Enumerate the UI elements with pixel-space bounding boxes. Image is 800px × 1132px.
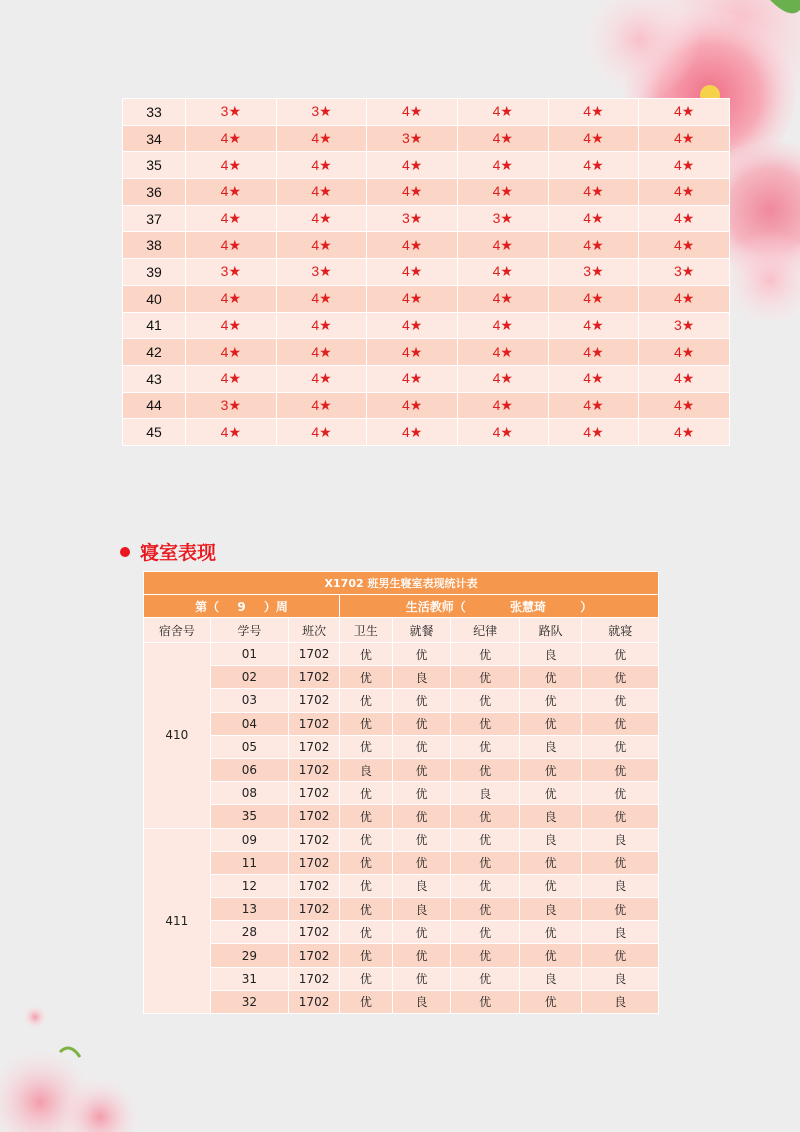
table-row: [144, 643, 658, 665]
star-rating: 4★: [367, 152, 457, 178]
score-cell: 优: [582, 852, 658, 874]
score-cell: 良: [582, 968, 658, 990]
star-rating: 4★: [549, 126, 639, 152]
table-row: [123, 393, 729, 419]
table-row: [144, 921, 658, 943]
score-cell: 优: [340, 829, 392, 851]
star-rating: 4★: [458, 152, 548, 178]
score-cell: 优: [451, 689, 519, 711]
star-rating: 4★: [186, 126, 276, 152]
star-rating: 4★: [639, 152, 729, 178]
star-rating: 4★: [458, 99, 548, 125]
star-rating: 4★: [639, 393, 729, 419]
table-row: [144, 713, 658, 735]
teacher-label: 生活教师（ 张慧琦 ）: [340, 595, 658, 617]
table-row: [144, 968, 658, 990]
score-cell: 优: [393, 921, 451, 943]
teacher-name: 张慧琦: [509, 599, 546, 614]
student-id: 28: [211, 921, 289, 943]
star-rating: 3★: [186, 259, 276, 285]
star-rating: 4★: [186, 313, 276, 339]
star-rating: 4★: [549, 99, 639, 125]
row-number: 38: [123, 232, 185, 258]
star-rating: 4★: [277, 179, 367, 205]
table-row: [123, 152, 729, 178]
class-number: 1702: [289, 852, 339, 874]
score-cell: 优: [451, 968, 519, 990]
star-rating: 3★: [639, 313, 729, 339]
star-rating: 4★: [186, 286, 276, 312]
score-cell: 优: [582, 736, 658, 758]
score-cell: 优: [451, 875, 519, 897]
star-rating: 4★: [639, 366, 729, 392]
star-rating: 4★: [277, 393, 367, 419]
score-cell: 优: [451, 759, 519, 781]
student-id: 01: [211, 643, 289, 665]
score-cell: 优: [520, 991, 582, 1013]
score-cell: 优: [520, 921, 582, 943]
table-row: [144, 852, 658, 874]
table-row: [144, 898, 658, 920]
star-rating: 4★: [458, 393, 548, 419]
score-cell: 优: [520, 782, 582, 804]
star-rating: 4★: [458, 339, 548, 365]
star-rating: 4★: [277, 286, 367, 312]
star-rating: 4★: [639, 339, 729, 365]
class-number: 1702: [289, 898, 339, 920]
score-cell: 优: [340, 666, 392, 688]
score-cell: 优: [393, 852, 451, 874]
star-rating: 4★: [367, 419, 457, 445]
table-row: [144, 759, 658, 781]
score-cell: 优: [340, 921, 392, 943]
section-title: 寝室表现: [140, 542, 217, 564]
star-rating: 4★: [458, 366, 548, 392]
class-number: 1702: [289, 944, 339, 966]
star-rating: 4★: [277, 206, 367, 232]
table-row: [123, 419, 729, 445]
star-rating: 4★: [639, 179, 729, 205]
student-id: 12: [211, 875, 289, 897]
row-number: 35: [123, 152, 185, 178]
table-row: [123, 126, 729, 152]
star-rating: 4★: [186, 366, 276, 392]
column-header: 宿舍号: [144, 618, 210, 642]
score-cell: 优: [582, 944, 658, 966]
column-header: 就餐: [393, 618, 451, 642]
star-rating: 4★: [549, 179, 639, 205]
class-number: 1702: [289, 713, 339, 735]
class-number: 1702: [289, 759, 339, 781]
score-cell: 优: [340, 968, 392, 990]
row-number: 41: [123, 313, 185, 339]
row-number: 34: [123, 126, 185, 152]
star-rating: 4★: [639, 126, 729, 152]
star-rating: 4★: [186, 179, 276, 205]
table-row: [123, 339, 729, 365]
table-row: [123, 286, 729, 312]
score-cell: 优: [451, 643, 519, 665]
score-cell: 良: [451, 782, 519, 804]
class-number: 1702: [289, 736, 339, 758]
row-number: 39: [123, 259, 185, 285]
score-cell: 优: [393, 782, 451, 804]
score-cell: 优: [451, 805, 519, 827]
score-cell: 优: [582, 713, 658, 735]
star-rating: 4★: [639, 419, 729, 445]
class-number: 1702: [289, 829, 339, 851]
score-cell: 优: [340, 689, 392, 711]
star-rating: 4★: [367, 313, 457, 339]
star-rating: 4★: [186, 152, 276, 178]
star-rating: 3★: [277, 259, 367, 285]
column-header: 卫生: [340, 618, 392, 642]
table-row: [123, 366, 729, 392]
student-id: 05: [211, 736, 289, 758]
star-rating: 4★: [549, 393, 639, 419]
student-id: 09: [211, 829, 289, 851]
star-rating: 4★: [458, 126, 548, 152]
score-cell: 优: [393, 829, 451, 851]
score-cell: 优: [582, 666, 658, 688]
star-rating: 4★: [367, 259, 457, 285]
column-header: 纪律: [451, 618, 519, 642]
student-id: 35: [211, 805, 289, 827]
table-row: [144, 689, 658, 711]
star-rating: 3★: [186, 393, 276, 419]
star-rating: 4★: [277, 339, 367, 365]
score-cell: 良: [393, 991, 451, 1013]
score-cell: 优: [340, 643, 392, 665]
score-cell: 优: [582, 643, 658, 665]
row-number: 42: [123, 339, 185, 365]
week-number: 9: [237, 599, 246, 614]
score-cell: 良: [520, 805, 582, 827]
score-cell: 良: [520, 736, 582, 758]
score-cell: 良: [520, 898, 582, 920]
star-rating: 4★: [367, 366, 457, 392]
student-id: 06: [211, 759, 289, 781]
star-rating: 4★: [458, 232, 548, 258]
score-cell: 优: [451, 736, 519, 758]
score-cell: 优: [520, 713, 582, 735]
dorm-stats-table: [143, 571, 659, 1014]
star-rating: 4★: [458, 419, 548, 445]
student-id: 03: [211, 689, 289, 711]
score-cell: 优: [393, 968, 451, 990]
student-id: 32: [211, 991, 289, 1013]
score-cell: 良: [582, 875, 658, 897]
student-id: 29: [211, 944, 289, 966]
column-header: 班次: [289, 618, 339, 642]
star-rating: 4★: [367, 232, 457, 258]
score-cell: 优: [451, 921, 519, 943]
table-row: [123, 259, 729, 285]
class-number: 1702: [289, 689, 339, 711]
star-rating: 4★: [458, 259, 548, 285]
class-number: 1702: [289, 921, 339, 943]
star-rating: 4★: [639, 99, 729, 125]
score-cell: 良: [393, 898, 451, 920]
score-cell: 优: [520, 944, 582, 966]
star-rating: 3★: [639, 259, 729, 285]
score-cell: 良: [520, 829, 582, 851]
star-rating: 4★: [186, 206, 276, 232]
star-rating: 4★: [549, 286, 639, 312]
student-id: 02: [211, 666, 289, 688]
score-cell: 优: [520, 759, 582, 781]
star-rating: 4★: [277, 232, 367, 258]
star-rating: 3★: [277, 99, 367, 125]
student-id: 31: [211, 968, 289, 990]
table-title: X1702 班男生寝室表现统计表: [144, 572, 658, 594]
star-rating: 4★: [367, 286, 457, 312]
column-header: 就寝: [582, 618, 658, 642]
class-number: 1702: [289, 782, 339, 804]
table-row: [123, 179, 729, 205]
star-rating: 4★: [458, 313, 548, 339]
score-cell: 优: [582, 805, 658, 827]
score-cell: 良: [582, 991, 658, 1013]
row-number: 45: [123, 419, 185, 445]
star-rating: 4★: [639, 206, 729, 232]
bullet-icon: [120, 547, 130, 557]
class-number: 1702: [289, 666, 339, 688]
table-row: [144, 782, 658, 804]
score-cell: 优: [340, 944, 392, 966]
table-row: [144, 805, 658, 827]
score-cell: 优: [340, 805, 392, 827]
score-cell: 优: [451, 666, 519, 688]
star-rating: 4★: [458, 179, 548, 205]
table-row: [123, 313, 729, 339]
row-number: 43: [123, 366, 185, 392]
star-rating: 4★: [639, 286, 729, 312]
student-id: 04: [211, 713, 289, 735]
star-rating: 4★: [367, 393, 457, 419]
star-rating: 4★: [367, 339, 457, 365]
score-cell: 优: [451, 852, 519, 874]
table-row: [144, 944, 658, 966]
score-cell: 优: [582, 782, 658, 804]
row-number: 36: [123, 179, 185, 205]
table-row: [144, 829, 658, 851]
star-rating: 4★: [549, 366, 639, 392]
star-rating: 3★: [367, 126, 457, 152]
class-number: 1702: [289, 643, 339, 665]
score-cell: 优: [451, 991, 519, 1013]
column-header: 路队: [520, 618, 582, 642]
student-id: 08: [211, 782, 289, 804]
score-cell: 优: [582, 898, 658, 920]
score-cell: 良: [340, 759, 392, 781]
row-number: 40: [123, 286, 185, 312]
star-rating: 4★: [549, 339, 639, 365]
score-cell: 优: [451, 713, 519, 735]
table-row: [144, 875, 658, 897]
score-cell: 优: [520, 666, 582, 688]
star-rating: 4★: [186, 419, 276, 445]
score-cell: 优: [340, 713, 392, 735]
table-row: [123, 99, 729, 125]
score-cell: 良: [393, 875, 451, 897]
room-number: 410: [144, 643, 210, 828]
star-rating: 4★: [549, 232, 639, 258]
class-number: 1702: [289, 968, 339, 990]
star-rating: 4★: [277, 366, 367, 392]
score-cell: 优: [393, 643, 451, 665]
star-rating: 4★: [277, 152, 367, 178]
table-row: [144, 666, 658, 688]
score-cell: 优: [393, 736, 451, 758]
star-rating: 4★: [277, 419, 367, 445]
table-row: [123, 232, 729, 258]
star-rating: 3★: [549, 259, 639, 285]
score-table: [122, 98, 730, 446]
score-cell: 良: [393, 666, 451, 688]
star-rating: 3★: [367, 206, 457, 232]
student-id: 11: [211, 852, 289, 874]
score-cell: 优: [393, 759, 451, 781]
star-rating: 3★: [186, 99, 276, 125]
score-cell: 优: [340, 898, 392, 920]
class-number: 1702: [289, 875, 339, 897]
star-rating: 4★: [549, 419, 639, 445]
score-cell: 优: [340, 782, 392, 804]
table-row: [144, 991, 658, 1013]
star-rating: 4★: [549, 152, 639, 178]
star-rating: 4★: [277, 313, 367, 339]
score-cell: 优: [451, 829, 519, 851]
score-cell: 优: [393, 944, 451, 966]
score-cell: 良: [520, 968, 582, 990]
star-rating: 4★: [186, 339, 276, 365]
class-number: 1702: [289, 805, 339, 827]
score-cell: 优: [340, 736, 392, 758]
score-cell: 良: [582, 921, 658, 943]
score-cell: 优: [582, 759, 658, 781]
week-label: 第（ 9 ）周: [144, 595, 339, 617]
star-rating: 4★: [458, 286, 548, 312]
score-cell: 优: [520, 875, 582, 897]
star-rating: 4★: [367, 99, 457, 125]
row-number: 44: [123, 393, 185, 419]
score-cell: 优: [393, 689, 451, 711]
row-number: 37: [123, 206, 185, 232]
score-cell: 优: [340, 875, 392, 897]
score-cell: 优: [451, 944, 519, 966]
score-cell: 良: [520, 643, 582, 665]
score-cell: 优: [340, 991, 392, 1013]
score-cell: 优: [340, 852, 392, 874]
student-id: 13: [211, 898, 289, 920]
star-rating: 4★: [367, 179, 457, 205]
table-row: [123, 206, 729, 232]
column-header: 学号: [211, 618, 289, 642]
table-row: [144, 736, 658, 758]
star-rating: 4★: [549, 313, 639, 339]
score-cell: 优: [451, 898, 519, 920]
star-rating: 4★: [277, 126, 367, 152]
score-cell: 优: [393, 805, 451, 827]
star-rating: 4★: [639, 232, 729, 258]
score-cell: 良: [582, 829, 658, 851]
star-rating: 3★: [458, 206, 548, 232]
room-number: 411: [144, 829, 210, 1014]
section-heading: [120, 538, 216, 565]
star-rating: 4★: [549, 206, 639, 232]
score-cell: 优: [520, 852, 582, 874]
star-rating: 4★: [186, 232, 276, 258]
class-number: 1702: [289, 991, 339, 1013]
score-cell: 优: [582, 689, 658, 711]
score-cell: 优: [393, 713, 451, 735]
row-number: 33: [123, 99, 185, 125]
score-cell: 优: [520, 689, 582, 711]
